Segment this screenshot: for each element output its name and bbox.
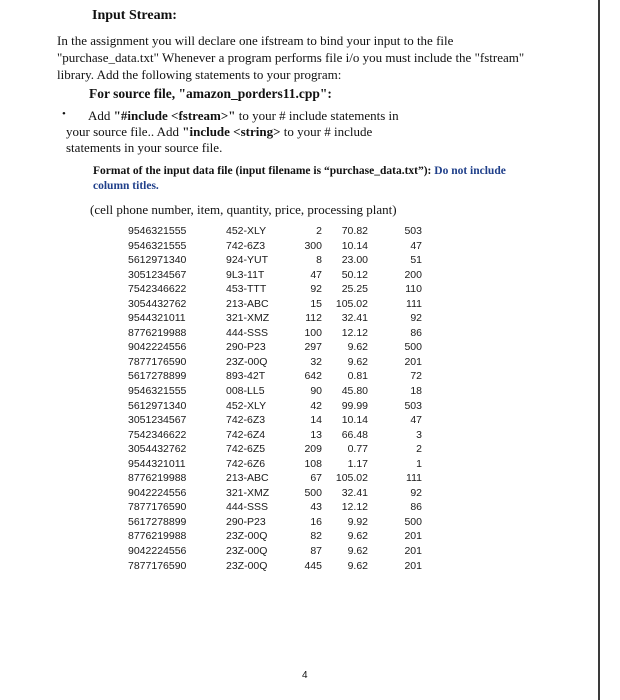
cell-item: 9L3-11T [226,268,265,281]
cell-quantity: 445 [304,559,322,572]
page-number: 4 [302,670,308,681]
include-line-1-rest: to your # include statements in [235,108,399,123]
cell-phone: 5617278899 [128,370,187,383]
cell-phone: 7877176590 [128,559,187,572]
include-line-3: statements in your source file. [66,140,223,155]
cell-quantity: 100 [304,326,322,339]
cell-plant: 86 [410,501,422,514]
table-row [128,529,422,544]
cell-plant: 201 [404,545,422,558]
cell-phone: 5617278899 [128,515,187,528]
cell-plant: 92 [410,312,422,325]
table-row [128,559,422,574]
cell-price: 10.14 [341,414,368,427]
table-row [128,224,422,239]
cell-price: 9.62 [347,355,368,368]
cell-phone: 3051234567 [128,414,187,427]
cell-phone: 9546321555 [128,385,187,398]
table-row [128,442,422,457]
table-row [128,297,422,312]
cell-phone: 7542346622 [128,283,187,296]
cell-plant: 92 [410,486,422,499]
format-note-text: Format of the input data file (input filename is “purchase_data.txt”): [93,165,435,177]
cell-plant: 201 [404,530,422,543]
cell-plant: 110 [405,283,422,296]
table-row [128,399,422,414]
cell-phone: 9546321555 [128,225,187,237]
table-row [128,311,422,326]
cell-plant: 503 [404,399,422,412]
cell-item: 742-6Z3 [226,239,266,252]
cell-price: 9.92 [347,515,368,528]
format-note [93,164,533,194]
cell-phone: 9544321011 [128,457,186,470]
cell-plant: 500 [404,515,422,528]
cell-price: 1.17 [347,457,368,470]
cell-plant: 47 [410,239,422,252]
source-file-label: For source file, [89,86,179,101]
cell-price: 32.41 [341,312,368,325]
table-row [128,515,422,530]
page-edge [598,0,600,700]
table-row [128,268,422,283]
cell-quantity: 47 [310,268,322,281]
cell-phone: 8776219988 [128,472,187,485]
source-file-name: "amazon_porders11.cpp": [178,86,332,101]
cell-item: 453-TTT [226,283,267,296]
include-fstream-directive: "#include <fstream>" [113,108,236,123]
cell-quantity: 90 [310,385,322,398]
cell-price: 105.02 [335,297,368,310]
intro-paragraph [57,32,562,83]
cell-quantity: 82 [310,530,322,543]
cell-phone: 9042224556 [128,341,187,354]
table-row [128,544,422,559]
cell-plant: 18 [410,385,422,398]
bullet-marker: • [62,108,66,120]
cell-price: 99.99 [341,399,368,412]
include-line-2-rest: to your # include [280,124,373,139]
cell-price: 45.80 [341,385,368,398]
cell-quantity: 112 [305,312,322,325]
cell-phone: 3054432762 [128,443,187,456]
cell-item: 742-6Z3 [226,414,266,427]
cell-plant: 201 [404,355,422,368]
table-row [128,326,422,341]
cell-quantity: 87 [310,545,322,558]
cell-item: 213-ABC [226,297,269,310]
cell-plant: 86 [410,326,422,339]
cell-plant: 503 [404,225,422,237]
table-row [128,253,422,268]
cell-item: 23Z-00Q [226,545,268,558]
cell-item: 290-P23 [226,515,266,528]
table-row [128,355,422,370]
cell-item: 924-YUT [226,254,269,267]
include-line-2-start: your source file.. Add [66,124,183,139]
cell-quantity: 209 [304,443,322,456]
cell-plant: 3 [416,428,422,441]
table-row [128,369,422,384]
cell-phone: 9544321011 [128,312,186,325]
cell-plant: 2 [416,443,422,456]
cell-phone: 3054432762 [128,297,187,310]
cell-quantity: 8 [316,254,322,267]
format-note-warning: Do not include column titles. [93,165,506,192]
table-row [128,500,422,515]
cell-item: 452-XLY [226,399,267,412]
cell-quantity: 43 [310,501,322,514]
include-string-directive: "include <string> [182,124,281,139]
cell-phone: 9042224556 [128,545,187,558]
cell-quantity: 13 [310,428,322,441]
cell-price: 0.77 [347,443,368,456]
table-row [128,457,422,472]
cell-price: 9.62 [347,530,368,543]
cell-quantity: 108 [304,457,322,470]
table-row [128,428,422,443]
cell-price: 25.25 [341,283,368,296]
table-row [128,486,422,501]
cell-quantity: 14 [310,414,322,427]
cell-price: 12.12 [341,326,368,339]
cell-plant: 500 [404,341,422,354]
include-line-2 [66,124,411,140]
cell-quantity: 32 [310,355,322,368]
cell-item: 321-XMZ [226,486,270,499]
cell-price: 105.02 [335,472,368,485]
include-instructions [66,108,411,156]
cell-price: 12.12 [341,501,368,514]
table-row [128,413,422,428]
cell-phone: 8776219988 [128,530,187,543]
cell-price: 50.12 [341,268,368,281]
cell-quantity: 92 [310,283,322,296]
columns-description: (cell phone number, item, quantity, price, processing plant) [90,202,397,217]
table-row [128,282,422,297]
cell-plant: 201 [404,559,422,572]
table-row [128,239,422,254]
cell-price: 66.48 [341,428,368,441]
intro-line-2: "purchase_data.txt" Whenever a program performs file i/o you must include the "fstream" [57,50,525,65]
cell-phone: 7877176590 [128,501,187,514]
cell-quantity: 500 [304,486,322,499]
cell-price: 0.81 [347,370,368,383]
cell-phone: 9042224556 [128,486,187,499]
cell-item: 23Z-00Q [226,355,268,368]
cell-quantity: 42 [310,399,322,412]
table-row [128,384,422,399]
cell-quantity: 300 [304,239,322,252]
source-file-line [89,86,332,102]
include-add-word: Add [88,108,114,123]
cell-phone: 5612971340 [128,399,187,412]
intro-line-3: library. Add the following statements to your program: [57,67,342,82]
cell-item: 742-6Z6 [226,457,266,470]
cell-price: 32.41 [341,486,368,499]
cell-plant: 111 [406,297,422,310]
cell-plant: 1 [416,457,422,470]
cell-quantity: 15 [310,297,322,310]
cell-phone: 9546321555 [128,239,187,252]
cell-phone: 3051234567 [128,268,187,281]
cell-item: 290-P23 [226,341,266,354]
cell-plant: 47 [410,414,422,427]
cell-price: 10.14 [341,239,368,252]
intro-line-1: In the assignment you will declare one ifstream to bind your input to the file [57,33,454,48]
table-row [128,471,422,486]
cell-price: 9.62 [347,545,368,558]
cell-plant: 72 [410,370,422,383]
cell-phone: 8776219988 [128,326,187,339]
cell-item: 444-SSS [226,501,269,514]
cell-price: 9.62 [347,559,368,572]
cell-phone: 7877176590 [128,355,187,368]
cell-item: 742-6Z4 [226,428,266,441]
cell-quantity: 16 [310,515,322,528]
cell-item: 23Z-00Q [226,559,268,572]
cell-plant: 200 [404,268,422,281]
cell-plant: 51 [410,254,422,267]
include-line-1 [66,108,411,124]
cell-item: 742-6Z5 [226,443,266,456]
cell-item: 444-SSS [226,326,269,339]
cell-item: 321-XMZ [226,312,270,325]
cell-quantity: 642 [304,370,322,383]
section-title: Input Stream: [92,8,177,23]
cell-price: 9.62 [347,341,368,354]
cell-phone: 7542346622 [128,428,187,441]
cell-item: 008-LL5 [226,385,265,398]
cell-price: 23.00 [341,254,368,267]
cell-quantity: 297 [304,341,322,354]
cell-plant: 111 [406,472,422,485]
cell-phone: 5612971340 [128,254,187,267]
cell-quantity: 67 [310,472,322,485]
table-row [128,340,422,355]
cell-item: 23Z-00Q [226,530,268,543]
cell-quantity: 2 [316,225,322,237]
cell-item: 893-42T [226,370,266,383]
cell-price: 70.82 [341,225,368,237]
purchase-data-table [128,224,422,573]
cell-item: 213-ABC [226,472,269,485]
cell-item: 452-XLY [226,225,267,237]
